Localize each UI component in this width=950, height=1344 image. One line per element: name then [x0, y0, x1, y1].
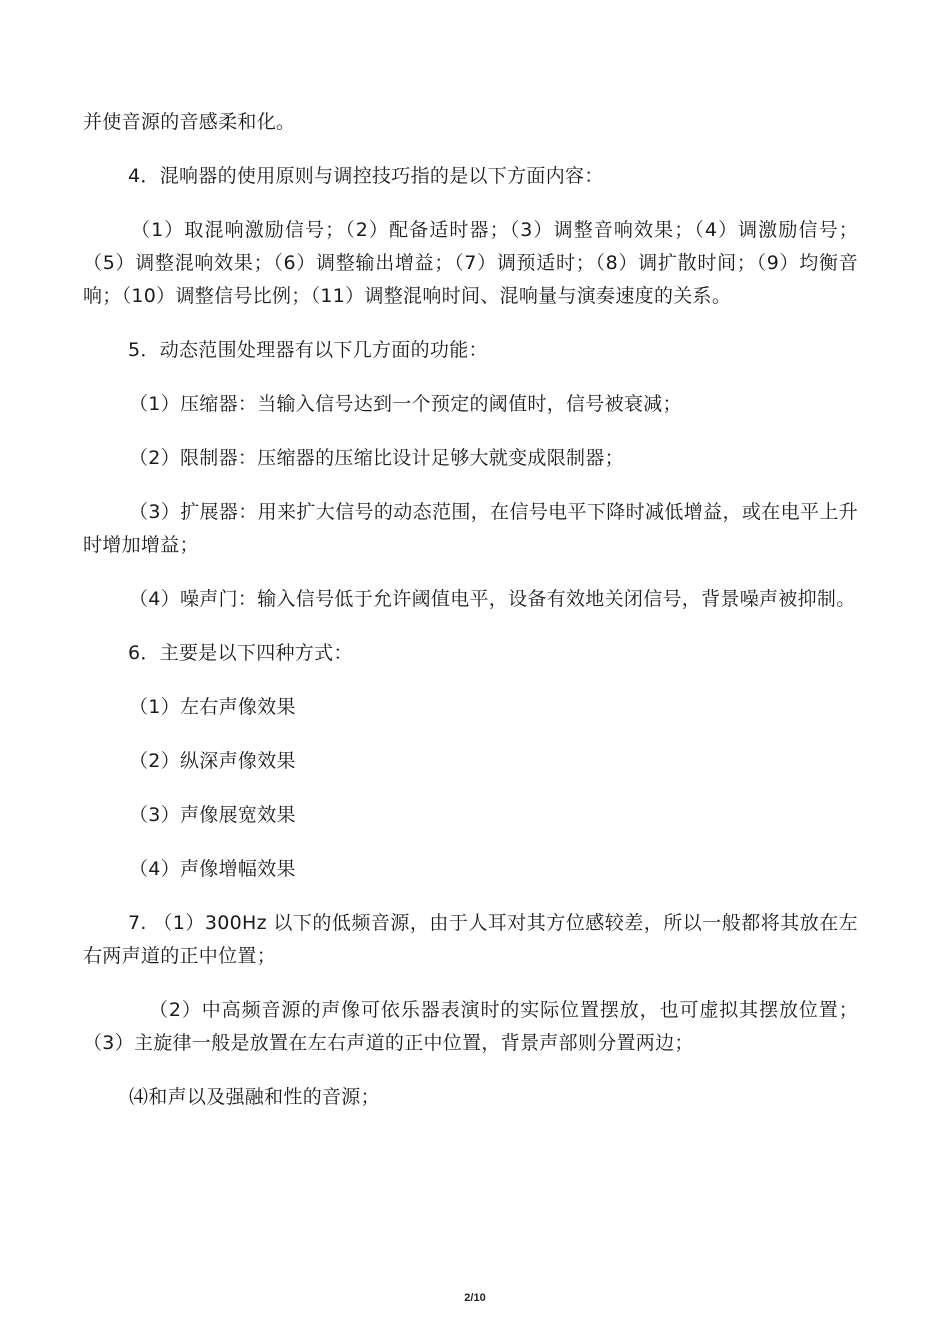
list-item: （3）声像展宽效果: [129, 804, 296, 826]
section-heading-5: 5．动态范围处理器有以下几方面的功能：: [128, 339, 488, 361]
document-body: [83, 106, 858, 1135]
list-item: （1）压缩器：当输入信号达到一个预定的阈值时，信号被衰减；: [129, 393, 682, 415]
paragraph: （2）中高频音源的声像可依乐器表演时的实际位置摆放，也可虚拟其摆放位置；（3）主旋律一般是放置在左右声道的正中位置，背景声部则分置两边；: [83, 999, 858, 1054]
list-item: （2）限制器：压缩器的压缩比设计足够大就变成限制器；: [129, 447, 624, 469]
section-heading-6: 6．主要是以下四种方式：: [128, 642, 353, 664]
list-item: （3）扩展器：用来扩大信号的动态范围，在信号电平下降时减低增益，或在电平上升时增加增益；: [83, 501, 858, 556]
section-heading-7: 7. （1）300Hz 以下的低频音源，由于人耳对其方位感较差，所以一般都将其放在左右两声道的正中位置；: [83, 912, 858, 967]
section-heading-4: 4．混响器的使用原则与调控技巧指的是以下方面内容：: [128, 165, 604, 187]
list-item: （4）噪声门：输入信号低于允许阈值电平，设备有效地关闭信号，背景噪声被抑制。: [129, 588, 856, 610]
list-item: （1）左右声像效果: [129, 696, 296, 718]
page-number: 2/10: [464, 1292, 486, 1304]
list-item: （2）纵深声像效果: [129, 750, 296, 772]
list-item: ⑷和声以及强融和性的音源；: [129, 1086, 380, 1108]
paragraph: （1）取混响激励信号；（2）配备适时器；（3）调整音响效果；（4）调激励信号；（5）调整混响效果；（6）调整输出增益；（7）调预适时；（8）调扩散时间；（9）均衡音响；（10）调整信号比例；（11）调整混响时间、混响量与演奏速度的关系。: [83, 219, 858, 307]
list-item: （4）声像增幅效果: [129, 858, 296, 880]
paragraph: 并使音源的音感柔和化。: [83, 111, 296, 133]
